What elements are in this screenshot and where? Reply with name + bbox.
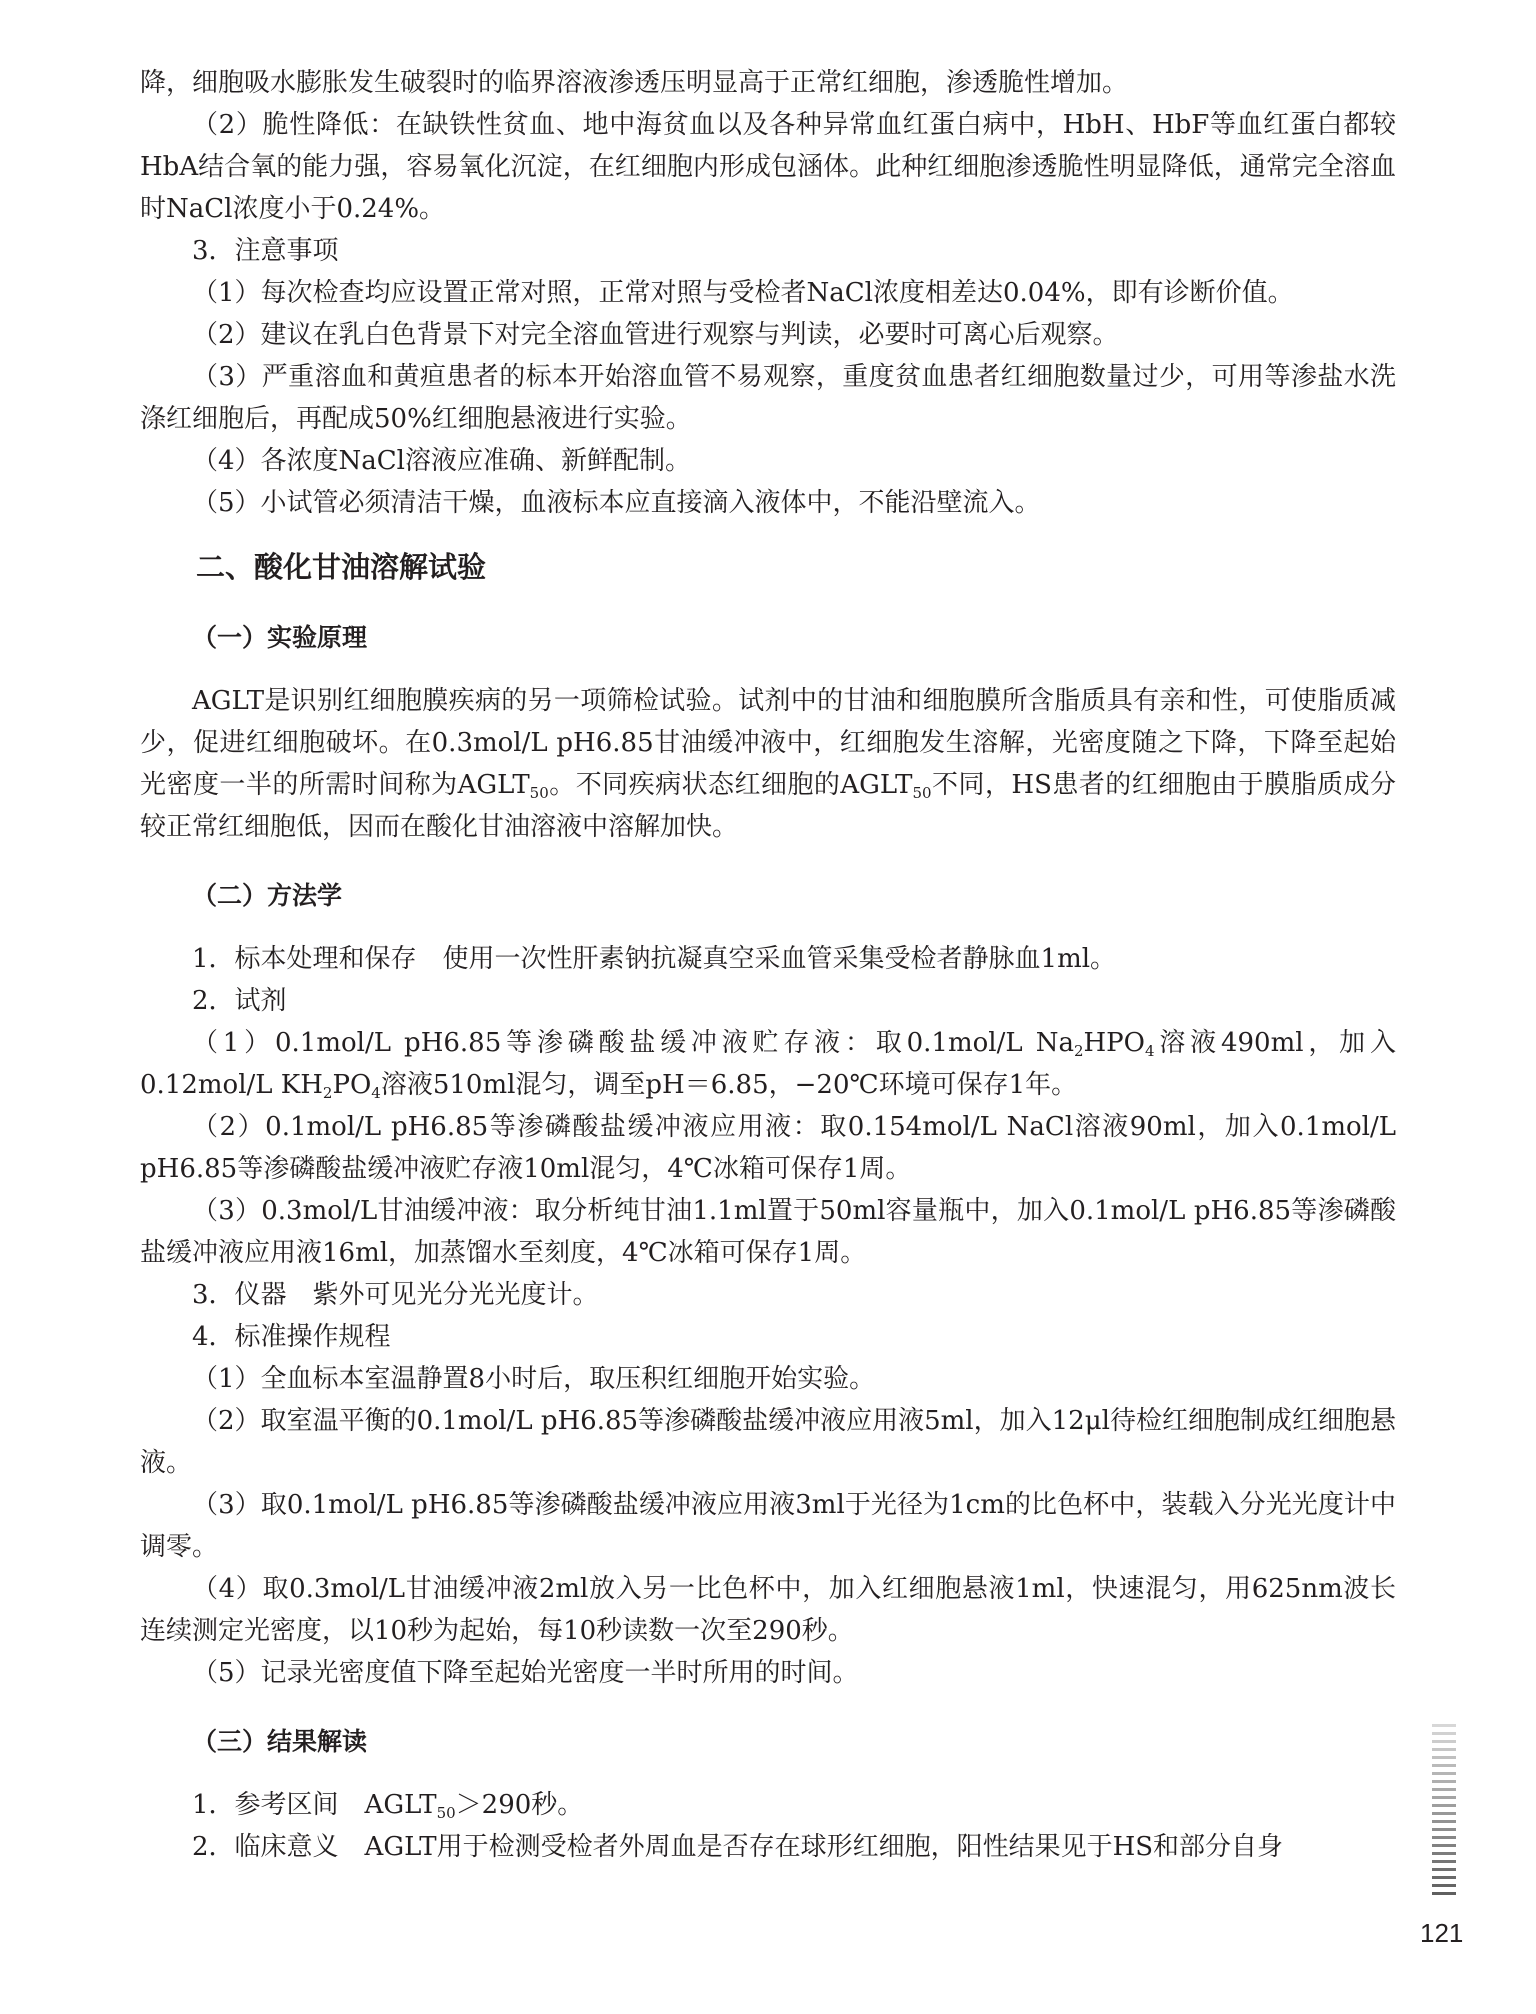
edge-tick — [1432, 1820, 1456, 1823]
page-number: 121 — [1420, 1918, 1464, 1948]
reagent1-sub-3: 2 — [322, 1084, 333, 1102]
edge-tick — [1432, 1860, 1456, 1863]
reagent1-sub-2: 4 — [1144, 1042, 1155, 1060]
note-item-4: （4）各浓度NaCl溶液应准确、新鲜配制。 — [192, 446, 692, 476]
reference-subscript: 50 — [436, 1804, 456, 1822]
edge-tick — [1432, 1732, 1456, 1735]
edge-tick — [1432, 1780, 1456, 1783]
sop-heading: 4．标准操作规程 — [192, 1322, 391, 1352]
edge-tick — [1432, 1812, 1456, 1815]
principle-subscript-b: 50 — [912, 784, 932, 802]
method-specimen: 1．标本处理和保存 使用一次性肝素钠抗凝真空采血管采集受检者静脉血1ml。 — [192, 944, 1117, 974]
note-item-3: （3）严重溶血和黄疸患者的标本开始溶血管不易观察，重度贫血患者红细胞数量过少，可用等渗盐水洗涤红细胞后，再配成50%红细胞悬液进行实验。 — [140, 362, 1396, 434]
page-edge-tick-marks — [1432, 1724, 1456, 1900]
subsection-heading-methods: （二）方法学 — [192, 881, 343, 910]
result-reference-interval — [140, 1784, 1396, 1826]
reference-text-a: 1．参考区间 AGLT — [192, 1790, 437, 1820]
result-clinical-significance: 2．临床意义 AGLT用于检测受检者外周血是否存在球形红细胞，阳性结果见于HS和部分自身 — [192, 1832, 1284, 1862]
edge-tick — [1432, 1892, 1456, 1895]
reagent1-sub-4: 4 — [371, 1084, 381, 1102]
sop-item-2: （2）取室温平衡的0.1mol/L pH6.85等渗磷酸盐缓冲液应用液5ml，加入12μl待检红细胞制成红细胞悬液。 — [140, 1406, 1396, 1478]
page-content — [140, 62, 1396, 1868]
edge-tick — [1432, 1836, 1456, 1839]
edge-tick — [1432, 1828, 1456, 1831]
edge-tick — [1432, 1852, 1456, 1855]
subsection-heading-principle: （一）实验原理 — [192, 623, 368, 652]
edge-tick — [1432, 1868, 1456, 1871]
paragraph-continuation: 降，细胞吸水膨胀发生破裂时的临界溶液渗透压明显高于正常红细胞，渗透脆性增加。 — [140, 68, 1129, 98]
note-item-5: （5）小试管必须清洁干燥，血液标本应直接滴入液体中，不能沿壁流入。 — [192, 488, 1041, 518]
reference-text-b: ＞290秒。 — [455, 1790, 584, 1820]
principle-text-b: 。不同疾病状态红细胞的AGLT — [548, 770, 913, 800]
reagent1-text-b: HPO — [1083, 1028, 1145, 1058]
principle-subscript-a: 50 — [529, 784, 549, 802]
note-item-1: （1）每次检查均应设置正常对照，正常对照与受检者NaCl浓度相差达0.04%，即有诊断价值。 — [192, 278, 1294, 308]
edge-tick — [1432, 1724, 1456, 1727]
section-title-aglt: 二、酸化甘油溶解试验 — [196, 550, 487, 584]
paragraph-principle — [140, 680, 1396, 848]
reagent1-text-e: 溶液510ml混匀，调至pH＝6.85，−20℃环境可保存1年。 — [380, 1070, 1078, 1100]
reagents-heading: 2．试剂 — [192, 986, 287, 1016]
subsection-heading-results: （三）结果解读 — [192, 1727, 368, 1756]
edge-tick — [1432, 1764, 1456, 1767]
edge-tick — [1432, 1788, 1456, 1791]
sop-item-1: （1）全血标本室温静置8小时后，取压积红细胞开始实验。 — [192, 1364, 876, 1394]
edge-tick — [1432, 1804, 1456, 1807]
edge-tick — [1432, 1772, 1456, 1775]
paragraph-fragility-decrease: （2）脆性降低：在缺铁性贫血、地中海贫血以及各种异常血红蛋白病中，HbH、HbF等血红蛋白都较HbA结合氧的能力强，容易氧化沉淀，在红细胞内形成包涵体。此种红细胞渗透脆性明显降低，通常完全溶血时NaCl浓度小于0.24%。 — [140, 110, 1396, 224]
reagent-item-3: （3）0.3mol/L甘油缓冲液：取分析纯甘油1.1ml置于50ml容量瓶中，加入0.1mol/L pH6.85等渗磷酸盐缓冲液应用液16ml，加蒸馏水至刻度，4℃冰箱可保存1周。 — [140, 1196, 1396, 1268]
note-item-2: （2）建议在乳白色背景下对完全溶血管进行观察与判读，必要时可离心后观察。 — [192, 320, 1119, 350]
edge-tick — [1432, 1756, 1456, 1759]
sop-item-3: （3）取0.1mol/L pH6.85等渗磷酸盐缓冲液应用液3ml于光径为1cm的比色杯中，装载入分光光度计中调零。 — [140, 1490, 1396, 1562]
notes-heading: 3．注意事项 — [192, 236, 339, 266]
method-instrument: 3．仪器 紫外可见光分光光度计。 — [192, 1280, 599, 1310]
edge-tick — [1432, 1844, 1456, 1847]
edge-tick — [1432, 1748, 1456, 1751]
sop-item-4: （4）取0.3mol/L甘油缓冲液2ml放入另一比色杯中，加入红细胞悬液1ml，快速混匀，用625nm波长连续测定光密度，以10秒为起始，每10秒读数一次至290秒。 — [140, 1574, 1396, 1646]
principle-text-a: AGLT是识别红细胞膜疾病的另一项筛检试验。试剂中的甘油和细胞膜所含脂质具有亲和性，可使脂质减少，促进红细胞破坏。在0.3mol/L pH6.85甘油缓冲液中，红细胞发生溶解，光密度随之下降，下降至起始光密度一半的所需时间称为AGLT — [140, 686, 1396, 800]
principle-text-c: 不同，HS患者的红细胞由于膜脂质成分较正常红细胞低，因而在酸化甘油溶液中溶解加快。 — [140, 770, 1396, 842]
reagent-item-1 — [140, 1022, 1396, 1106]
reagent1-text-a: （1）0.1mol/L pH6.85等渗磷酸盐缓冲液贮存液：取0.1mol/L Na — [192, 1028, 1074, 1058]
reagent1-text-c: 溶液490ml，加入0.12mol/L KH — [140, 1028, 1396, 1100]
reagent1-text-d: PO — [332, 1070, 372, 1100]
edge-tick — [1432, 1884, 1456, 1887]
sop-item-5: （5）记录光密度值下降至起始光密度一半时所用的时间。 — [192, 1658, 859, 1688]
reagent-item-2: （2）0.1mol/L pH6.85等渗磷酸盐缓冲液应用液：取0.154mol/L NaCl溶液90ml，加入0.1mol/L pH6.85等渗磷酸盐缓冲液贮存液10ml混匀，4℃冰箱可保存1周。 — [140, 1112, 1396, 1184]
edge-tick — [1432, 1740, 1456, 1743]
edge-tick — [1432, 1876, 1456, 1879]
reagent1-sub-1: 2 — [1073, 1042, 1084, 1060]
edge-tick — [1432, 1796, 1456, 1799]
